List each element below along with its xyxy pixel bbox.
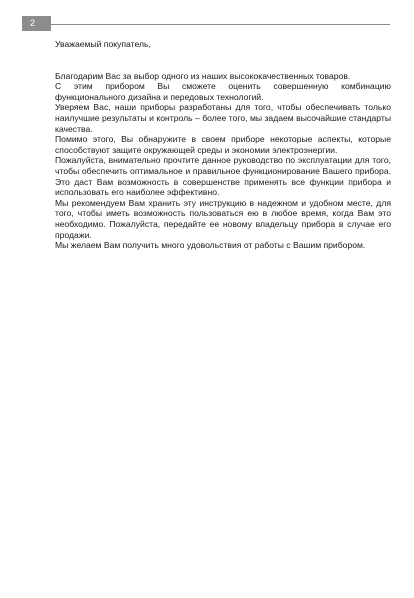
- paragraph-environment: Помимо этого, Вы обнаружите в своем приборе некоторые аспекты, которые способствуют защите окружающей среды и экономии электроэнергии.: [55, 134, 391, 155]
- paragraph-keep-manual: Мы рекомендуем Вам хранить эту инструкцию в надежном и удобном месте, для того, чтобы иметь возможность пользоваться ею в любое время, когда Вам это необходимо. Пожалуйста, передайте ее новому владельцу прибора в случае его продажи.: [55, 197, 391, 240]
- page-number: 2: [22, 16, 51, 31]
- paragraph-quality: Уверяем Вас, наши приборы разработаны для того, чтобы обеспечивать только наилучшие результаты и контроль – более того, мы задаем высочайшие стандарты качества.: [55, 102, 391, 134]
- letter-body: [55, 39, 391, 251]
- paragraph-enjoy: Мы желаем Вам получить много удовольствия от работы с Вашим прибором.: [55, 240, 366, 251]
- header-rule: [22, 24, 390, 25]
- greeting: Уважаемый покупатель,: [55, 39, 151, 49]
- paragraph-read-manual: Пожалуйста, внимательно прочтите данное руководство по эксплуатации для того, чтобы обеспечить оптимальное и правильное функционирование Вашего прибора. Это даст Вам возможность в совершенстве применять все функции прибора и использовать его наиболее эффективно.: [55, 155, 391, 198]
- paragraph-thanks: Благодарим Вас за выбор одного из наших высококачественных товаров.: [55, 70, 351, 81]
- paragraph-combination: С этим прибором Вы сможете оценить совершенную комбинацию функционального дизайна и передовых технологий.: [55, 81, 391, 102]
